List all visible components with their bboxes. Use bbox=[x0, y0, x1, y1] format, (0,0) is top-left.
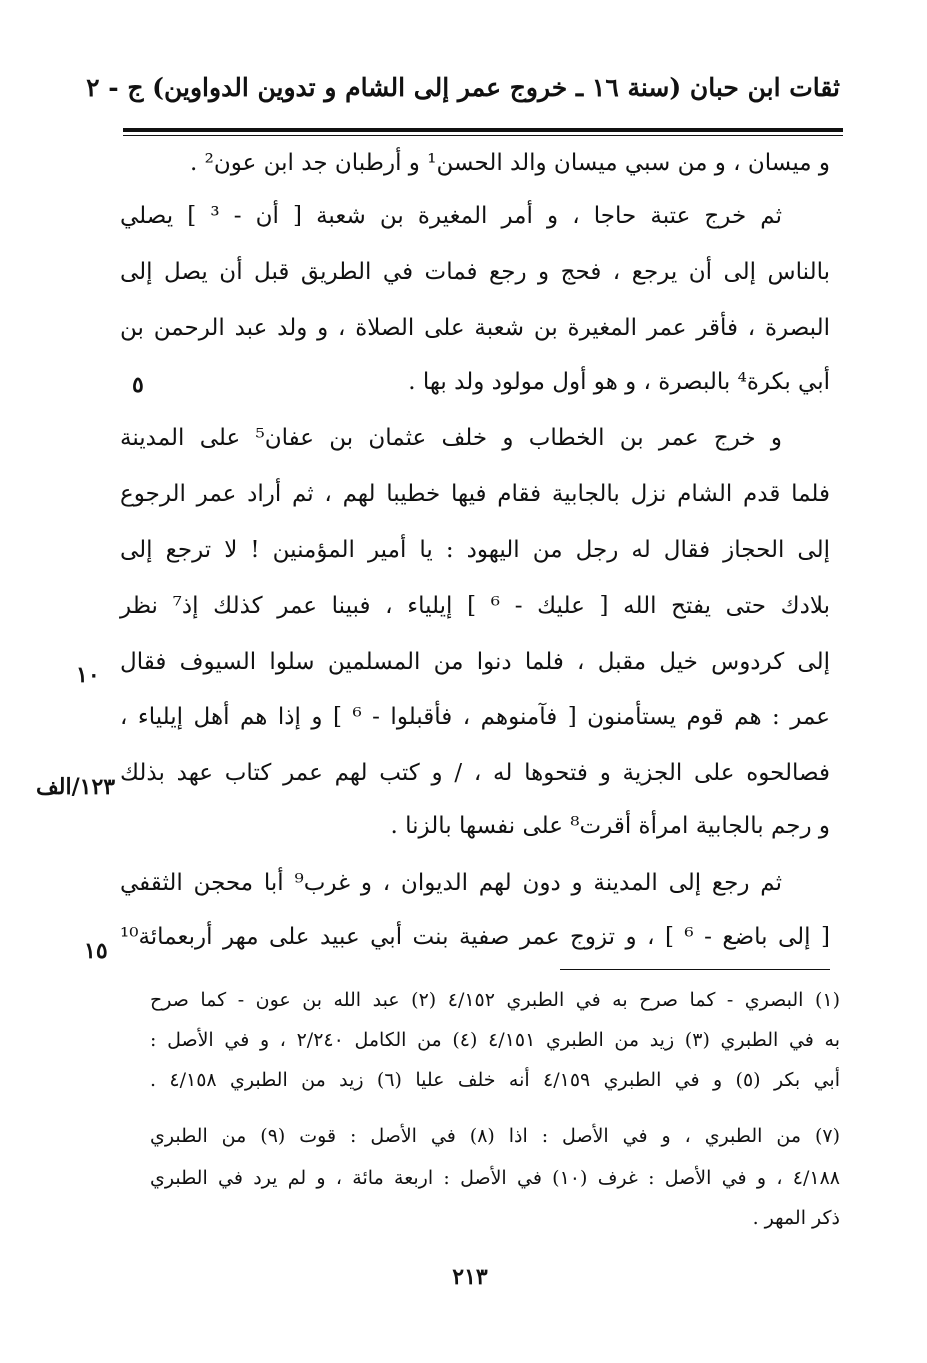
text-line-5: أبي بكرة⁴ بالبصرة ، و هو أول مولود ولد بها . bbox=[408, 369, 830, 395]
footnote-line-5: ٤/١٨٨ ، و في الأصل : غرف (١٠) في الأصل : اربعة مائة ، و لم يرد في الطبري bbox=[150, 1167, 840, 1189]
text-line-8: إلى الحجاز فقال له رجل من اليهود : يا أمير المؤمنين ! لا ترجع إلى bbox=[120, 537, 830, 563]
text-line-7: فلما قدم الشام نزل بالجابية فقام فيها خطيبا لهم ، ثم أراد عمر الرجوع bbox=[120, 481, 830, 507]
text-line-9: بلادك حتى يفتح الله [ عليك - ⁶ ] إيلياء ، فبينا عمر كذلك إذ⁷ نظر bbox=[120, 593, 830, 619]
footnote-line-3: أبي بكر (٥) و في الطبري ٤/١٥٩ أنه خلف عليا (٦) زيد من الطبري ٤/١٥٨ . bbox=[150, 1069, 840, 1091]
text-line-11: عمر : هم قوم يستأمنون [ فآمنوهم ، فأقبلوا - ⁶ ] و إذا هم أهل إيلياء ، bbox=[120, 704, 830, 730]
margin-folio-marker: ١٢٣/الف bbox=[36, 774, 116, 800]
margin-line-number-15: ١٥ bbox=[84, 938, 108, 964]
header-rule-thick bbox=[123, 128, 843, 132]
footnote-line-4: (٧) من الطبري ، و في الأصل : اذا (٨) في الأصل : قوت (٩) من الطبري bbox=[150, 1125, 841, 1147]
running-header: ثقات ابن حبان (سنة ١٦ ـ خروج عمر إلى الشام و تدوين الدواوين) ج - ٢ bbox=[86, 73, 840, 102]
header-rule-thin bbox=[123, 135, 843, 136]
text-line-3: بالناس إلى أن يرجع ، فحج و رجع فمات في الطريق قبل أن يصل إلى bbox=[120, 259, 830, 285]
text-line-2: ثم خرج عتبة حاجا ، و أمر المغيرة بن شعبة [ أن - ³ ] يصلي bbox=[120, 203, 782, 229]
margin-line-number-5: ٥ bbox=[132, 372, 144, 398]
footnote-line-2: به في الطبري (٣) زيد من الطبري ٤/١٥١ (٤) من الكامل ٢/٢٤٠ ، و في الأصل : bbox=[150, 1029, 840, 1051]
text-line-13: و رجم بالجابية امرأة أقرت⁸ على نفسها بالزنا . bbox=[390, 813, 830, 839]
margin-line-number-10: ١٠ bbox=[76, 662, 100, 688]
text-line-6: و خرج عمر بن الخطاب و خلف عثمان بن عفان⁵ على المدينة bbox=[120, 425, 783, 451]
text-line-10: إلى كردوس خيل مقبل ، فلما دنوا من المسلمين سلوا السيوف فقال bbox=[120, 649, 830, 675]
text-line-4: البصرة ، فأقر عمر المغيرة بن شعبة على الصلاة ، و ولد عبد الرحمن بن bbox=[120, 315, 830, 341]
footnote-line-6: ذكر المهر . bbox=[752, 1207, 840, 1229]
footnote-rule bbox=[560, 969, 830, 970]
footnote-line-1: (١) البصري - كما صرح به في الطبري ٤/١٥٢ (٢) عبد الله بن عون - كما صرح bbox=[150, 989, 841, 1011]
text-line-15: [ إلى باضع - ⁶ ] ، و تزوج عمر صفية بنت أبي عبيد على مهر أربعمائة¹⁰ bbox=[120, 924, 830, 950]
page-number: ٢١٣ bbox=[452, 1264, 488, 1290]
text-line-1: و ميسان ، و من سبي ميسان والد الحسن¹ و أرطبان جد ابن عون² . bbox=[189, 150, 830, 176]
text-line-14: ثم رجع إلى المدينة و دون لهم الديوان ، و غرب⁹ أبا محجن الثقفي bbox=[120, 870, 782, 896]
text-line-12: فصالحوه على الجزية و فتحوها له ، / و كتب لهم عمر كتاب عهد بذلك bbox=[120, 760, 830, 786]
